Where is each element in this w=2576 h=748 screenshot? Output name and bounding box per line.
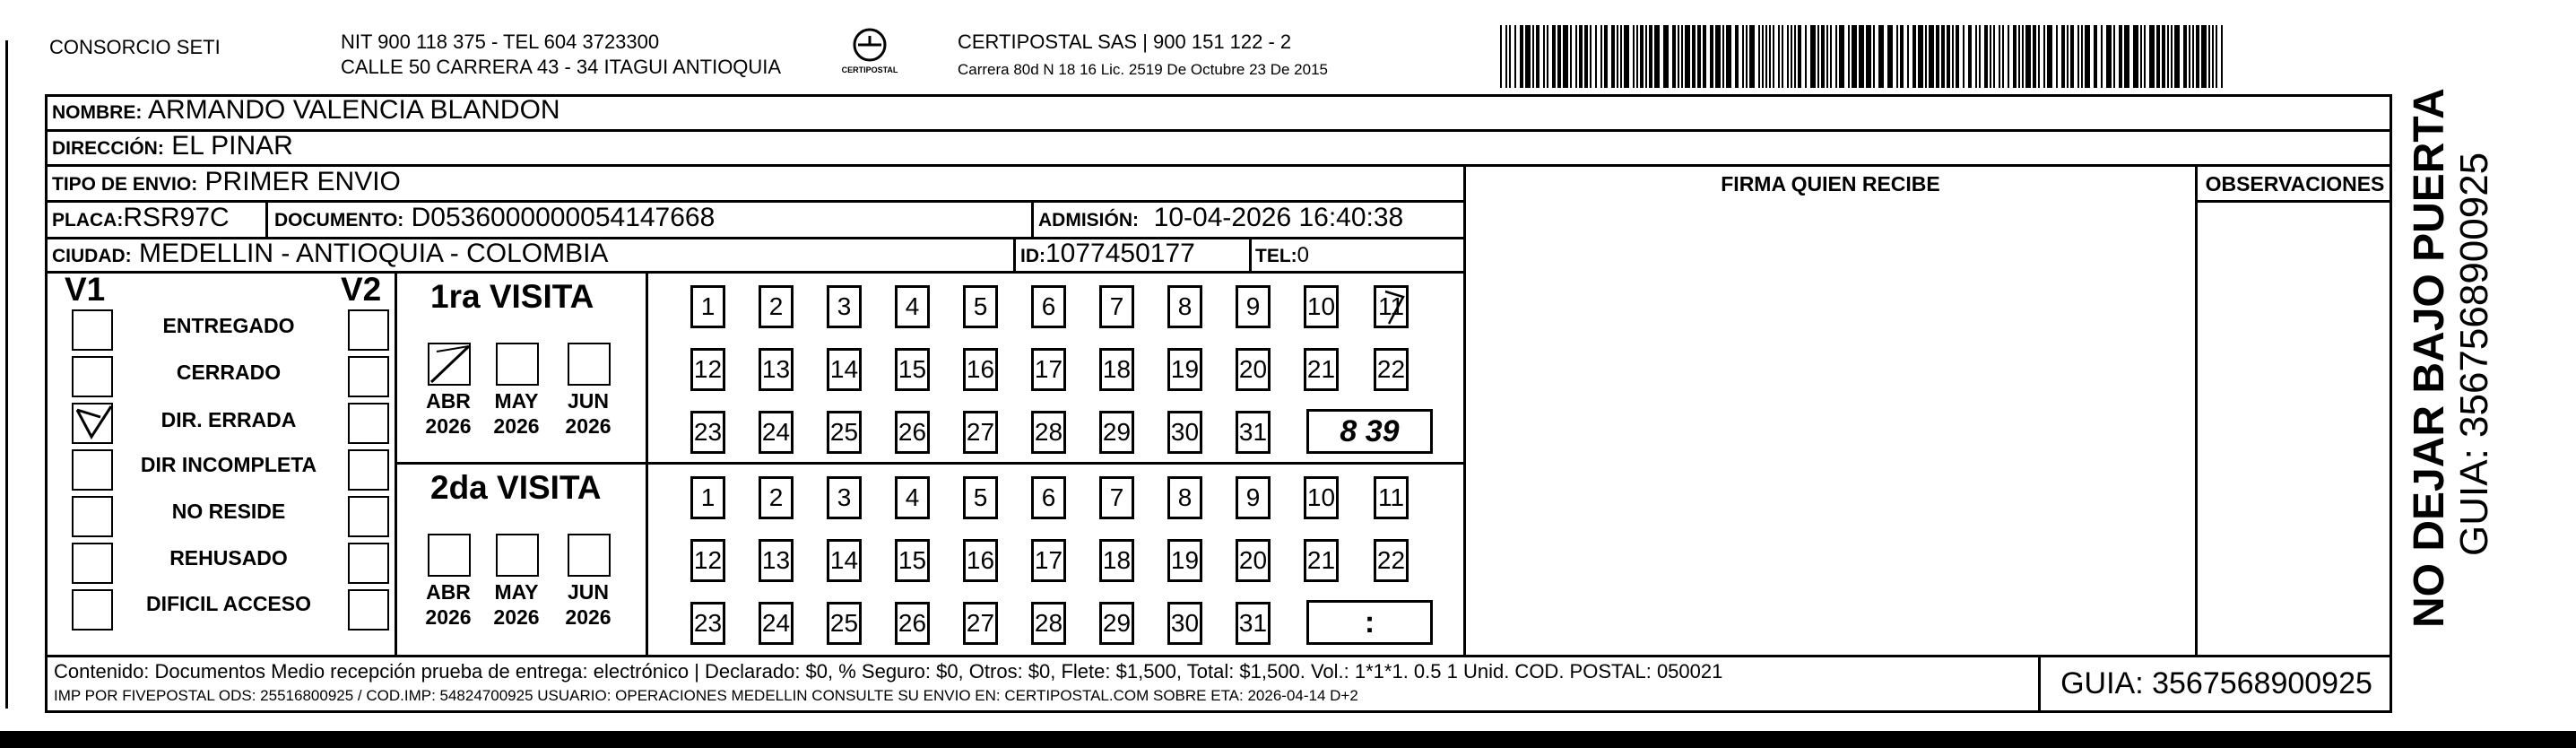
day-box[interactable]: 29 [1099,411,1134,454]
day-box[interactable]: 20 [1236,348,1271,391]
v2-label: V2 [341,271,382,308]
v1-checkbox[interactable] [72,403,113,444]
address-line: CALLE 50 CARRERA 43 - 34 ITAGUI ANTIOQUIA [341,56,782,78]
firma-area[interactable] [1466,203,2195,655]
day-box[interactable]: 18 [1099,539,1134,582]
day-box[interactable]: 4 [895,285,930,328]
nombre-label: NOMBRE: [52,102,143,123]
year-label: 2026 [425,605,472,629]
documento-value: D0536000000054147668 [411,203,716,232]
day-box[interactable]: 17 [1031,539,1066,582]
day-box[interactable]: 27 [963,602,998,645]
day-box[interactable]: 10 [1304,476,1339,519]
v2-checkbox[interactable] [348,403,389,444]
left-edge [5,40,8,709]
v1-checkbox[interactable] [72,543,113,584]
ciudad-value: MEDELLIN - ANTIOQUIA - COLOMBIA [139,239,609,268]
day-box[interactable]: 27 [963,411,998,454]
ciudad-label: CIUDAD: [52,246,132,266]
nombre-value: ARMANDO VALENCIA BLANDON [148,95,560,125]
v2-checkbox[interactable] [348,589,389,631]
day-box[interactable]: 12 [690,348,725,391]
year-label: 2026 [565,605,611,629]
day-box[interactable]: 16 [963,348,998,391]
visit-title: 1ra VISITA [430,278,594,315]
v1-checkbox[interactable] [72,589,113,631]
day-box[interactable]: 11 [1374,476,1409,519]
day-box[interactable]: 3 [827,476,862,519]
license-line: Carrera 80d N 18 16 Lic. 2519 De Octubre 23 De 2015 [958,61,1328,78]
month-label: ABR [426,389,471,413]
day-box[interactable]: 24 [759,602,794,645]
day-box[interactable]: 2 [759,476,794,519]
day-box[interactable]: 9 [1236,285,1271,328]
observaciones-area[interactable] [2198,203,2392,655]
tel-label: TEL: [1255,246,1297,266]
day-box[interactable]: 22 [1374,539,1409,582]
day-box[interactable]: 21 [1304,539,1339,582]
day-box[interactable]: 26 [895,602,930,645]
day-box[interactable]: 6 [1031,285,1066,328]
day-box[interactable]: 14 [827,348,862,391]
direccion-value: EL PINAR [171,131,293,161]
v1-checkbox[interactable] [72,449,113,491]
guia-box: GUIA: 3567568900925 [2038,655,2392,713]
month-checkbox[interactable] [428,343,471,386]
documento-label: DOCUMENTO: [274,210,404,230]
side-warning: NO DEJAR BAJO PUERTA [2406,88,2453,628]
v2-checkbox[interactable] [348,496,389,537]
day-box[interactable]: 1 [690,476,725,519]
month-checkbox[interactable] [568,343,611,386]
year-label: 2026 [425,414,472,438]
time-box[interactable]: 8 39 [1306,409,1433,454]
day-box[interactable]: 14 [827,539,862,582]
day-box[interactable]: 8 [1167,476,1202,519]
day-box[interactable]: 8 [1167,285,1202,328]
day-box[interactable]: 30 [1167,411,1202,454]
day-box[interactable]: 21 [1304,348,1339,391]
day-box[interactable]: 15 [895,539,930,582]
tipo-envio-value: PRIMER ENVIO [204,167,401,196]
status-option-label: CERRADO [176,361,282,384]
footer-imp: IMP POR FIVEPOSTAL ODS: 25516800925 / COD.IMP: 54824700925 USUARIO: OPERACIONES MEDELLIN CONSULTE SU ENVIO EN: CERTIPOSTAL.COM SOBRE ETA: 2026-04-14 D+2 [54,687,1358,704]
month-checkbox[interactable] [428,534,471,577]
footer-contenido: Contenido: Documentos Medio recepción prueba de entrega: electrónico | Declarado: $0, % Seguro: $0, Otros: $0, Flete: $1,500, Total: $1,500. Vol.: 1*1*1. 0.5 1 Unid. COD. POSTAL: 050021 [54,660,1723,683]
month-checkbox[interactable] [496,343,539,386]
v1-checkbox[interactable] [72,496,113,537]
day-box[interactable]: 16 [963,539,998,582]
day-box[interactable]: 4 [895,476,930,519]
observaciones-label: OBSERVACIONES [2205,172,2385,196]
placa-label: PLACA: [52,210,124,230]
v2-checkbox[interactable] [348,449,389,491]
year-label: 2026 [565,414,611,438]
day-box[interactable]: 24 [759,411,794,454]
status-option-label: DIFICIL ACCESO [145,592,311,615]
v1-label: V1 [65,271,106,308]
company-name: CONSORCIO SETI [49,36,221,58]
status-option-label: REHUSADO [169,546,288,570]
status-option-label: DIR INCOMPLETA [140,453,317,476]
day-box[interactable]: 22 [1374,348,1409,391]
day-box[interactable]: 30 [1167,602,1202,645]
day-box[interactable]: 7 [1099,476,1134,519]
certipostal-line: CERTIPOSTAL SAS | 900 151 122 - 2 [958,30,1292,53]
month-checkbox[interactable] [568,534,611,577]
tipo-envio-label: TIPO DE ENVIO: [52,174,198,195]
day-box[interactable]: 23 [690,602,725,645]
day-box[interactable]: 25 [827,411,862,454]
day-box[interactable]: 31 [1236,411,1271,454]
admision-label: ADMISIÓN: [1038,210,1139,230]
day-box[interactable]: 11 [1374,285,1409,328]
day-box[interactable]: 7 [1099,285,1134,328]
day-box[interactable]: 5 [963,476,998,519]
day-box[interactable]: 26 [895,411,930,454]
v2-checkbox[interactable] [348,543,389,584]
v2-checkbox[interactable] [348,309,389,351]
id-value: 1077450177 [1045,239,1195,268]
tel-value: 0 [1297,243,1310,267]
day-box[interactable]: 25 [827,602,862,645]
v2-checkbox[interactable] [348,356,389,397]
month-label: JUN [567,389,609,413]
day-box[interactable]: 18 [1099,348,1134,391]
status-option-label: NO RESIDE [171,500,286,523]
status-option-label: ENTREGADO [162,314,295,337]
nit-line: NIT 900 118 375 - TEL 604 3723300 [341,30,660,53]
id-label: ID: [1020,246,1045,266]
day-box[interactable]: 23 [690,411,725,454]
time-box[interactable]: : [1306,600,1433,645]
month-label: MAY [494,580,539,604]
day-box[interactable]: 6 [1031,476,1066,519]
side-guia: GUIA: 3567568900925 [2452,152,2496,556]
day-box[interactable]: 29 [1099,602,1134,645]
day-box[interactable]: 17 [1031,348,1066,391]
v1-checkbox[interactable] [72,356,113,397]
month-checkbox[interactable] [496,534,539,577]
day-box[interactable]: 2 [759,285,794,328]
day-box[interactable]: 15 [895,348,930,391]
day-box[interactable]: 20 [1236,539,1271,582]
day-box[interactable]: 3 [827,285,862,328]
month-label: JUN [567,580,609,604]
visit-title: 2da VISITA [430,469,602,506]
day-box[interactable]: 19 [1167,348,1202,391]
firma-label: FIRMA QUIEN RECIBE [1721,172,1940,196]
logo-text: CERTIPOSTAL [841,65,898,74]
barcode [1500,25,2226,88]
day-box[interactable]: 28 [1031,602,1066,645]
status-option-label: DIR. ERRADA [160,408,297,431]
day-box[interactable]: 12 [690,539,725,582]
day-box[interactable]: 10 [1304,285,1339,328]
direccion-label: DIRECCIÓN: [52,138,164,159]
day-box[interactable]: 31 [1236,602,1271,645]
year-label: 2026 [493,414,540,438]
admision-value: 10-04-2026 16:40:38 [1153,203,1404,232]
day-box[interactable]: 13 [759,539,794,582]
day-box[interactable]: 28 [1031,411,1066,454]
day-box[interactable]: 19 [1167,539,1202,582]
month-label: ABR [426,580,471,604]
v1-checkbox[interactable] [72,309,113,351]
day-box[interactable]: 1 [690,285,725,328]
day-box[interactable]: 13 [759,348,794,391]
placa-value: RSR97C [123,203,230,232]
bottom-band [0,731,2576,748]
day-box[interactable]: 9 [1236,476,1271,519]
certipostal-logo [838,25,901,79]
year-label: 2026 [493,605,540,629]
day-box[interactable]: 5 [963,285,998,328]
month-label: MAY [494,389,539,413]
